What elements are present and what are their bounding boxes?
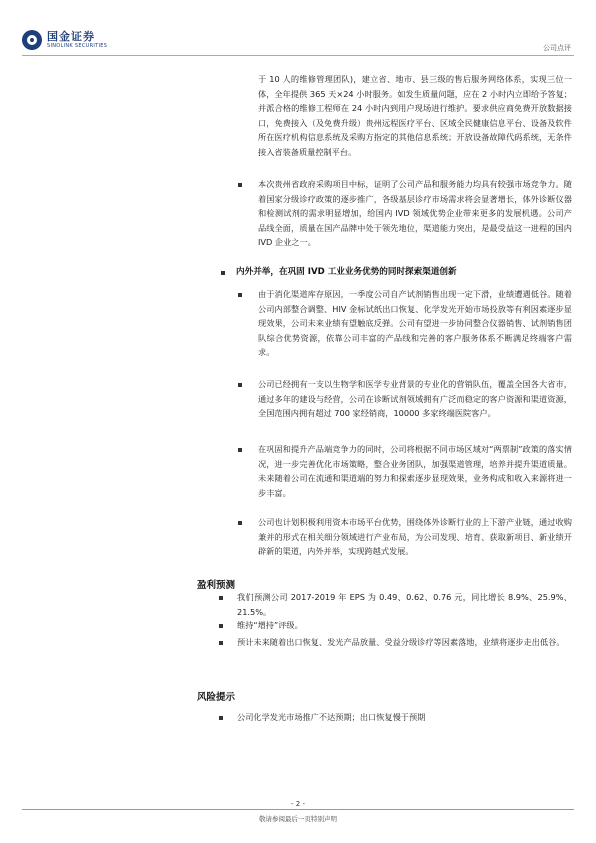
bullet-paragraph: 本次贵州省政府采购项目中标，证明了公司产品和服务能力均具有较强市场竞争力。随着国家分级诊疗政策的逐步推广，各级基层诊疗市场需求将会显著增长，体外诊断仪器和检测试剂的需求明显增加，给国内 IVD 领域优势企业带来更多的发展机遇。公司产品线全面，质量在国产品牌中处于领先地位，渠道能力突出，是最受益这一进程的国内 IVD 企业之一。 (258, 179, 572, 247)
sub-heading-marker (221, 271, 225, 275)
bullet-marker (219, 716, 223, 720)
profit-forecast-title: 盈利预测 (197, 580, 236, 591)
forecast-item: 维持“增持”评级。 (237, 620, 303, 630)
continuation-paragraph: 于 10 人的维修管理团队)，建立省、地市、县三级的售后服务网络体系，实现三位一体，全年提供 365 天×24 小时服务。如发生质量问题，应在 2 小时内立即给予答复；并派合格的维修工程师在 24 小时内到用户现场进行维护。要求供应商免费开放数据接口，免费接入（及免费升级）贵州远程医疗平台、区域全民健康信息平台、设备及软件所在医疗机构信息系统及采购方指定的其他信息系统；开放设备故障代码系统，无条件接入省装备质量控制平台。 (258, 74, 572, 157)
bullet-paragraph: 公司已经拥有一支以生物学和医学专业背景的专业化的营销队伍，覆盖全国各大省市，通过多年的建设与经营，公司在诊断试剂领域拥有广泛而稳定的客户资源和渠道资源，全国范围内拥有超过 700 家经销商，10000 多家终端医院客户。 (258, 379, 572, 418)
logo-icon (22, 30, 42, 50)
bullet-marker (219, 596, 223, 600)
logo-english-name: SINOLINK SECURITIES (47, 42, 108, 49)
company-logo (22, 30, 107, 50)
bullet-paragraph: 在巩固和提升产品端竞争力的同时，公司将根据不同市场区域对“两票制”政策的落实情况，进一步完善优化市场策略，整合业务团队，加强渠道管理，培养并提升渠道质量。未来随着公司在流通和渠道端的努力和探索逐步显现效果，业务构成和收入来源将进一步丰富。 (258, 444, 572, 498)
disclaimer-text: 敬请参阅最后一页特别声明 (259, 815, 337, 823)
bullet-marker (238, 448, 242, 452)
bullet-paragraph: 由于消化渠道库存原因，一季度公司自产试剂销售出现一定下滑，业绩遭遇低谷。随着公司内部整合调整、HIV 金标试纸出口恢复、化学发光开始市场投放等有利因素逐步显现效果，公司未来业绩有望触底反弹。公司有望进一步协同整合仪器销售、试剂销售团队综合优势资源，依靠公司丰富的产品线和完善的客户服务体系不断满足终端客户需求。 (258, 289, 572, 357)
bullet-marker (219, 641, 223, 645)
forecast-item: 预计未来随着出口恢复、发光产品放量、受益分级诊疗等因素落地，业绩将逐步走出低谷。 (237, 637, 565, 647)
report-type-label: 公司点评 (543, 44, 571, 52)
forecast-item: 我们预测公司 2017-2019 年 EPS 为 0.49、0.62、0.76 元，同比增长 8.9%、25.9%、21.5%。 (237, 592, 572, 617)
page-header (0, 0, 596, 62)
risk-title: 风险提示 (197, 692, 236, 703)
header-divider (22, 55, 574, 56)
bullet-paragraph: 公司也计划积极利用资本市场平台优势，围绕体外诊断行业的上下游产业链，通过收购兼并的形式在相关细分领域进行产业布局，为公司发现、培育、获取新项目、新业绩开辟新的渠道，内外并举，实现跨越式发展。 (258, 517, 572, 556)
footer-divider (22, 809, 574, 810)
bullet-marker (219, 624, 223, 628)
logo-chinese-name: 国金证券 (47, 29, 95, 43)
page-number: - 2 - (291, 800, 305, 808)
bullet-marker (238, 383, 242, 387)
bullet-marker (238, 293, 242, 297)
bullet-marker (238, 521, 242, 525)
sub-heading: 内外并举，在巩固 IVD 工业业务优势的同时探索渠道创新 (236, 267, 457, 277)
risk-item: 公司化学发光市场推广不达预期；出口恢复慢于预期 (237, 712, 426, 722)
bullet-marker (238, 183, 242, 187)
